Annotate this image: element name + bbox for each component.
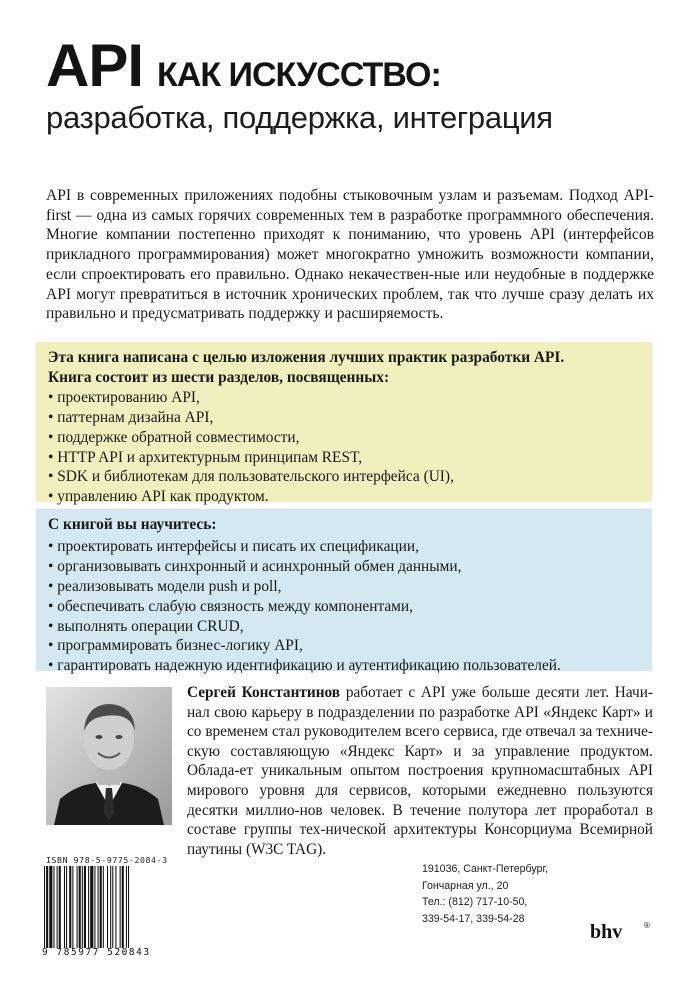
barcode-bar (112, 866, 113, 948)
intro-paragraph (46, 186, 654, 324)
barcode-bar (103, 866, 104, 948)
barcode-bar (46, 866, 48, 948)
title-api: API (46, 32, 144, 99)
address-line: Тел.: (812) 717-10-50, (422, 896, 528, 908)
list-item: • гарантировать надежную идентификацию и аутентификацию пользователей. (48, 656, 640, 676)
barcode-bar (72, 866, 73, 948)
barcode-digits: 9 785977 520843 (42, 947, 151, 958)
list-item: • выполнять операции CRUD, (48, 617, 640, 637)
list-item: • обеспечивать слабую связность между компонентами, (48, 597, 640, 617)
barcode-bar (120, 866, 121, 948)
barcode-bar (88, 866, 89, 948)
intro-line: и расширяемость. (324, 305, 444, 323)
barcode-bar (115, 866, 116, 948)
title-rest: КАК ИСКУССТВО: (157, 56, 441, 94)
list-item: • поддержке обратной совместимости, (48, 428, 640, 448)
barcode-bar (126, 866, 127, 948)
intro-line: проблем, так что лучше сразу делать их правильно и предусматривать поддержку (46, 285, 654, 323)
barcode-bar (100, 866, 102, 948)
about-box (36, 342, 652, 506)
barcode-bar (107, 866, 108, 948)
intro-line: обеспечения. Многие компании постепенно приходят к пониманию, что уровень (46, 206, 655, 244)
subtitle: разработка, поддержка, интеграция (46, 100, 553, 135)
bio-line: скую составляющую «Яндекс Карт» и за управление продуктом. Облада- (187, 742, 653, 780)
barcode-bar (77, 866, 78, 948)
learn-list (48, 537, 640, 676)
barcode-bar (84, 866, 86, 948)
barcode-bar (44, 866, 45, 948)
address-line: Гончарная ул., 20 (422, 879, 509, 892)
intro-line: API-first — одна из самых горячих современных тем в разработке программного (46, 187, 654, 224)
title-block (46, 32, 666, 136)
author-photo (46, 687, 172, 825)
barcode-bar (79, 866, 81, 948)
barcode-bar (59, 866, 61, 948)
author-portrait-illustration (46, 687, 172, 825)
barcode-bar (122, 866, 124, 948)
barcode-bar (64, 866, 65, 948)
registered-mark: ® (644, 921, 650, 930)
barcode (42, 866, 174, 948)
list-item: • организовывать синхронный и асинхронный обмен данными, (48, 557, 640, 577)
barcode-bar (98, 866, 99, 948)
title-line (46, 32, 666, 99)
list-item: • реализовывать модели push и poll, (48, 577, 640, 597)
barcode-bar (82, 866, 83, 948)
barcode-bar (49, 866, 52, 948)
barcode-bar (69, 866, 71, 948)
barcode-bar (90, 866, 93, 948)
about-heading-line: Книга состоит из шести разделов, посвященных: (48, 368, 390, 386)
about-list (48, 388, 640, 507)
author-name: Сергей Константинов (187, 684, 341, 701)
list-item: • SDK и библиотекам для пользовательского интерфейса (UI), (48, 467, 640, 487)
publisher-address (422, 861, 548, 927)
list-item: • проектировать интерфейсы и писать их спецификации, (48, 537, 640, 557)
bio-line: нов человек. В течение полутора лет проработал в составе группы тех- (187, 801, 654, 839)
barcode-bar (128, 866, 129, 948)
bio-line: нал свою карьеру в подразделении по разработке API «Яндекс Карт» и со (187, 703, 653, 741)
about-heading-line: Эта книга написана с целью изложения лучших практик разработки API. (48, 349, 565, 366)
list-item: • проектированию API, (48, 388, 640, 408)
learn-heading: С книгой вы научитесь: (48, 516, 217, 533)
about-heading (48, 348, 640, 388)
list-item: • управлению API как продуктом. (48, 487, 640, 507)
isbn-label: ISBN 978-5-9775-2084-3 (46, 855, 168, 865)
bio-line: уровня для сервисов, которыми ежедневно пользуются десятки миллио- (187, 781, 653, 819)
list-item: • программировать бизнес-логику API, (48, 636, 640, 656)
barcode-bar (110, 866, 111, 948)
barcode-bar (94, 866, 95, 948)
author-bio (187, 683, 653, 859)
intro-line: ные или неудобные в поддержке API могут превратиться в источник хронических (46, 265, 654, 303)
intro-line: API (интерфейсов прикладного программирования) может многократно умножить (46, 226, 654, 264)
barcode-bar (57, 866, 58, 948)
list-item: • паттернам дизайна API, (48, 408, 640, 428)
bio-line: работает с API уже больше десяти лет. Начи- (340, 684, 653, 701)
address-line: 191036, Санкт-Петербург, (422, 863, 548, 875)
intro-line: возможности компании, если спроектировать его правильно. Однако некачествен- (46, 246, 654, 283)
bhv-logo (588, 916, 654, 946)
learn-box (36, 509, 652, 675)
barcode-bar (53, 866, 54, 948)
barcode-bar (66, 866, 67, 948)
intro-line: API в современных приложениях подобны стыковочным узлам и разъемам. Подход (46, 187, 618, 204)
list-item: • HTTP API и архитектурным принципам REST, (48, 448, 640, 468)
bio-line: ет уникальным опытом построения крупномасштабных API мирового (187, 762, 653, 799)
logo-text: bhv (590, 921, 623, 943)
address-line: 339-54-17, 339-54-28 (422, 912, 525, 925)
bio-line: временем стал руководителем всего сервиса, где отвечал за техниче- (205, 723, 653, 741)
bio-line: нической архитектуры Консорциума Всемирной паутины (W3C TAG). (187, 821, 653, 858)
